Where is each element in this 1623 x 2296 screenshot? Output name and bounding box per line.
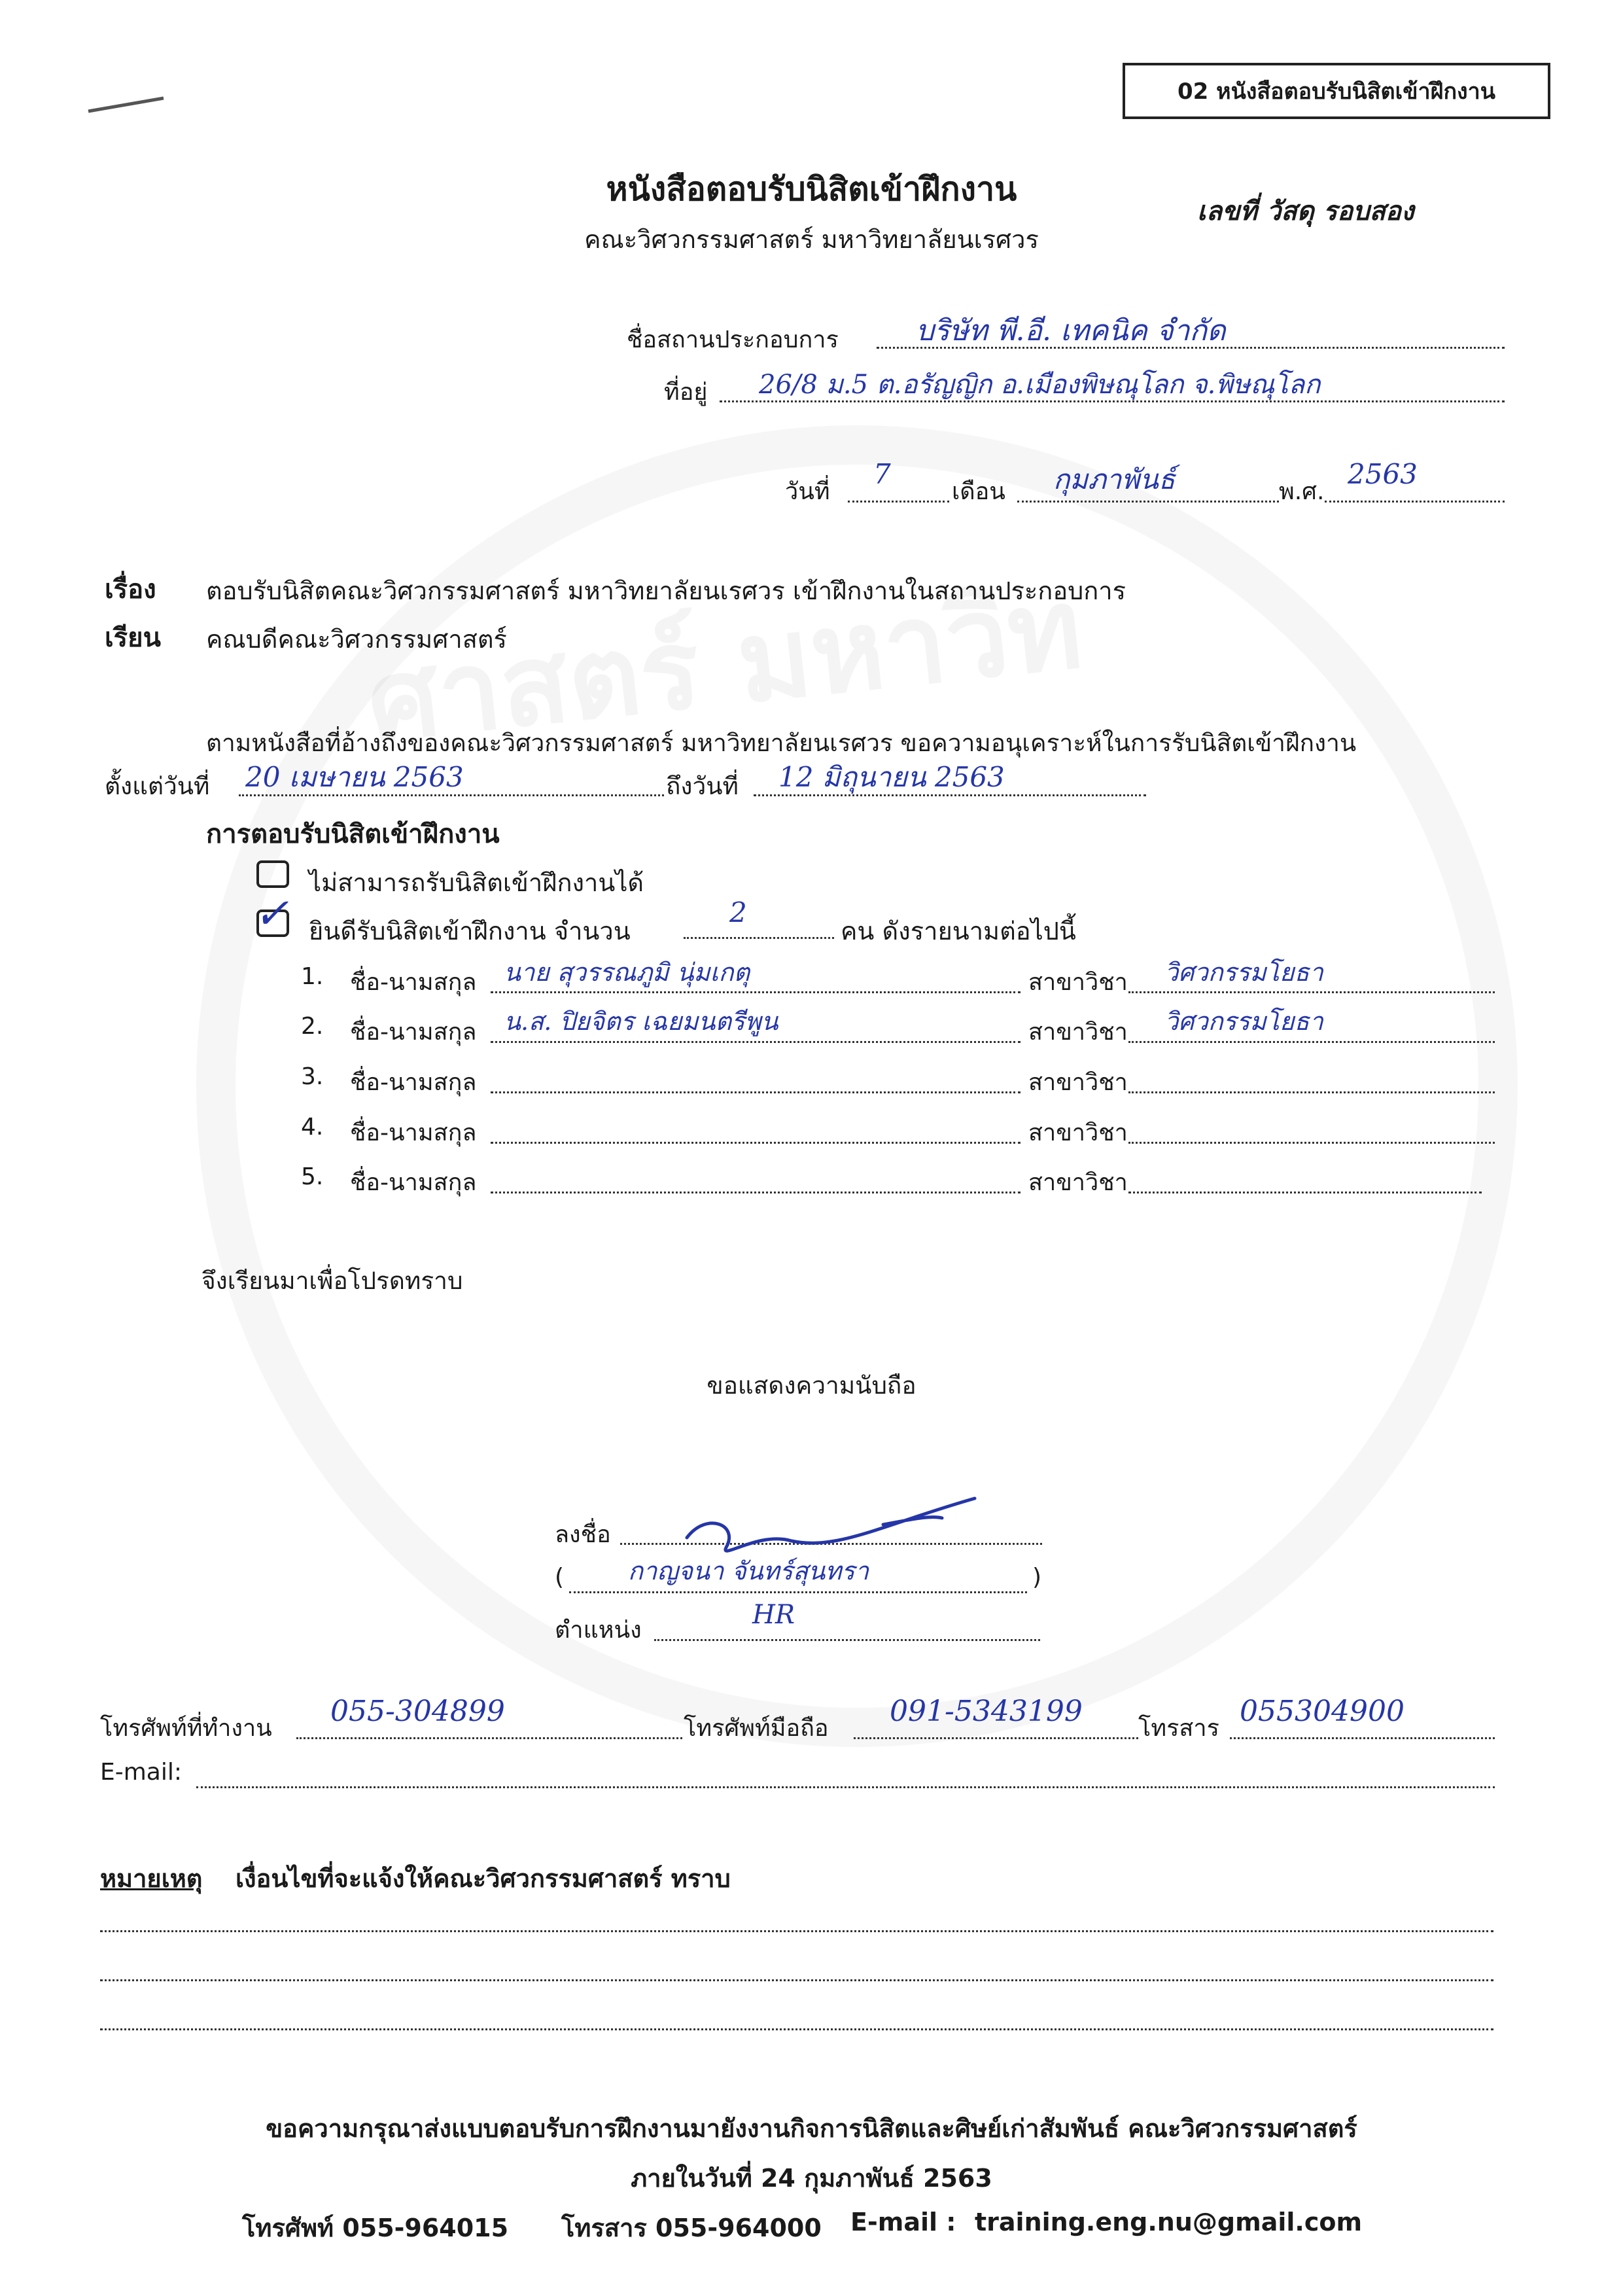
from-date-value: 20 เมษายน 2563 — [245, 761, 464, 793]
student-number: 3. — [301, 1063, 324, 1090]
student-major-label: สาขาวิชา — [1028, 1169, 1128, 1196]
work-phone-value: 055-304899 — [330, 1695, 505, 1728]
address-value: 26/8 ม.5 ต.อรัญญิก อ.เมืองพิษณุโลก จ.พิษณุโลก — [759, 370, 1321, 400]
note-label: หมายเหตุ — [100, 1864, 203, 1893]
year-value: 2563 — [1348, 458, 1418, 490]
student-name-line — [491, 1041, 1021, 1043]
day-value: 7 — [873, 458, 891, 490]
student-name-line — [491, 1091, 1021, 1093]
student-major-label: สาขาวิชา — [1028, 969, 1128, 996]
email-line — [196, 1786, 1495, 1788]
checkmark-icon: ✓ — [254, 890, 289, 938]
footer-email-link[interactable]: training.eng.nu@gmail.com — [975, 2208, 1363, 2236]
position-label: ตำแหน่ง — [555, 1617, 642, 1644]
position-line — [654, 1639, 1040, 1641]
footer-fax: โทรสาร 055-964000 — [561, 2214, 822, 2242]
email-label: E-mail: — [100, 1759, 182, 1786]
student-name-label: ชื่อ-นามสกุล — [350, 969, 477, 996]
document-number: เลขที่ วัสดุ รอบสอง — [1197, 196, 1414, 226]
signature-label: ลงชื่อ — [555, 1521, 611, 1548]
footer-line2: ภายในวันที่ 24 กุมภาพันธ์ 2563 — [631, 2164, 992, 2193]
company-name-label: ชื่อสถานประกอบการ — [627, 327, 839, 353]
fax-line — [1230, 1737, 1495, 1739]
fax-value: 055304900 — [1240, 1695, 1405, 1728]
student-name-label: ชื่อ-นามสกุล — [350, 1169, 477, 1196]
to-text: คณบดีคณะวิศวกรรมศาสตร์ — [206, 625, 507, 654]
student-number: 4. — [301, 1114, 324, 1140]
student-name-line — [491, 1192, 1021, 1193]
student-major-value: วิศวกรรมโยธา — [1164, 958, 1323, 987]
student-name-value: นาย สุวรรณภูมิ นุ่มเกตุ — [504, 958, 750, 987]
close-paren: ) — [1032, 1564, 1042, 1591]
student-major-line — [1128, 1041, 1495, 1043]
student-major-line — [1128, 1091, 1495, 1093]
day-line — [848, 501, 949, 503]
student-major-label: สาขาวิชา — [1028, 1019, 1128, 1046]
note-line — [100, 1979, 1493, 1981]
to-label: เรียน — [105, 623, 161, 653]
fax-label: โทรสาร — [1138, 1715, 1219, 1742]
footer-email-label: E-mail : — [850, 2208, 956, 2236]
student-number: 5. — [301, 1163, 324, 1190]
body-paragraph: ตามหนังสือที่อ้างถึงของคณะวิศวกรรมศาสตร์ มหาวิทยาลัยนเรศวร ขอความอนุเคราะห์ในการรับนิสิตเข้าฝึกงาน — [206, 729, 1357, 757]
work-phone-label: โทรศัพท์ที่ทำงาน — [100, 1715, 272, 1742]
student-major-line — [1128, 1192, 1482, 1193]
year-label: พ.ศ. — [1279, 478, 1325, 505]
pen-mark-icon — [85, 92, 170, 124]
mobile-label: โทรศัพท์มือถือ — [684, 1715, 829, 1742]
footer-line1: ขอความกรุณาส่งแบบตอบรับการฝึกงานมายังงานกิจการนิสิตและศิษย์เก่าสัมพันธ์ คณะวิศวกรรมศาสตร์ — [266, 2114, 1357, 2143]
mobile-value: 091-5343199 — [890, 1695, 1083, 1728]
reject-checkbox[interactable] — [256, 860, 289, 888]
count-line — [684, 937, 834, 939]
form-code-box — [1123, 63, 1550, 119]
student-major-value: วิศวกรรมโยธา — [1164, 1007, 1323, 1036]
printed-name-value: กาญจนา จันทร์สุนทรา — [628, 1557, 869, 1585]
note-line — [100, 1930, 1493, 1932]
student-name-label: ชื่อ-นามสกุล — [350, 1120, 477, 1146]
month-value: กุมภาพันธ์ — [1053, 463, 1176, 495]
form-code: 02 หนังสือตอบรับนิสิตเข้าฝึกงาน — [1178, 79, 1495, 105]
printed-name-line — [569, 1591, 1027, 1593]
student-name-line — [491, 1142, 1021, 1144]
mobile-line — [854, 1737, 1138, 1739]
student-count-value: 2 — [729, 896, 747, 928]
student-name-label: ชื่อ-นามสกุล — [350, 1069, 477, 1096]
from-date-label: ตั้งแต่วันที่ — [105, 772, 210, 800]
subject-label: เรื่อง — [105, 574, 156, 605]
footer-phone: โทรศัพท์ 055-964015 — [242, 2214, 509, 2242]
subject-text: ตอบรับนิสิตคณะวิศวกรรมศาสตร์ มหาวิทยาลัยนเรศวร เข้าฝึกงานในสถานประกอบการ — [206, 576, 1126, 605]
to-date-label: ถึงวันที่ — [666, 772, 739, 800]
count-suffix: คน ดังรายนามต่อไปนี้ — [841, 917, 1076, 945]
student-number: 2. — [301, 1013, 324, 1040]
student-major-line — [1128, 1142, 1495, 1144]
student-major-label: สาขาวิชา — [1028, 1120, 1128, 1146]
student-major-label: สาขาวิชา — [1028, 1069, 1128, 1096]
to-date-value: 12 มิถุนายน 2563 — [778, 761, 1005, 793]
student-name-label: ชื่อ-นามสกุล — [350, 1019, 477, 1046]
open-paren: ( — [555, 1564, 565, 1591]
company-name-value: บริษัท พี.อี. เทคนิค จำกัด — [916, 314, 1226, 347]
note-line — [100, 2028, 1493, 2030]
address-label: ที่อยู่ — [664, 379, 708, 406]
page-title: หนังสือตอบรับนิสิตเข้าฝึกงาน — [606, 170, 1017, 208]
closing-inform: จึงเรียนมาเพื่อโปรดทราบ — [201, 1267, 463, 1295]
reject-option-label: ไม่สามารถรับนิสิตเข้าฝึกงานได้ — [309, 868, 644, 897]
position-value: HR — [752, 1600, 795, 1630]
page-subtitle: คณะวิศวกรรมศาสตร์ มหาวิทยาลัยนเรศวร — [584, 225, 1039, 254]
day-label: วันที่ — [785, 478, 830, 505]
student-name-value: น.ส. ปิยจิตร เฉยมนตรีพูน — [504, 1007, 778, 1036]
year-line — [1325, 501, 1505, 503]
accept-option-label: ยินดีรับนิสิตเข้าฝึกงาน จำนวน — [309, 917, 631, 945]
student-number: 1. — [301, 963, 324, 990]
closing-regards: ขอแสดงความนับถือ — [707, 1371, 916, 1400]
acceptance-heading: การตอบรับนิสิตเข้าฝึกงาน — [206, 819, 500, 849]
note-text: เงื่อนไขที่จะแจ้งให้คณะวิศวกรรมศาสตร์ ทราบ — [236, 1864, 731, 1893]
work-phone-line — [296, 1737, 682, 1739]
month-label: เดือน — [952, 478, 1005, 505]
